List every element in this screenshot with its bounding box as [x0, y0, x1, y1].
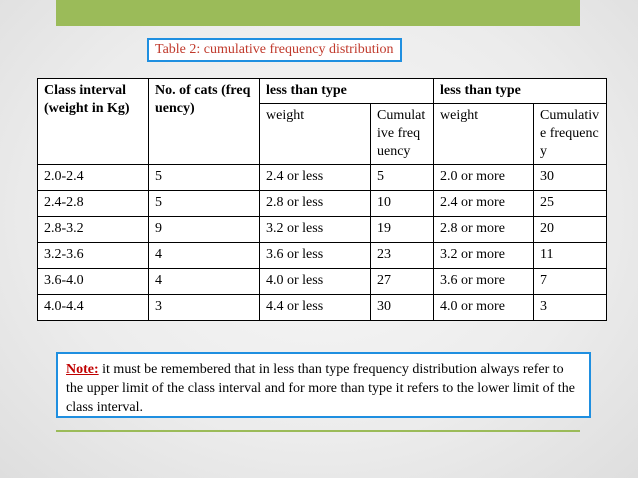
- cell-more-weight: 4.0 or more: [434, 295, 534, 321]
- cell-class-interval: 2.8-3.2: [38, 217, 149, 243]
- cell-less-cumulative: 23: [371, 243, 434, 269]
- header-row: [38, 79, 607, 104]
- cell-more-cumulative: 20: [534, 217, 607, 243]
- header-more-than-type: less than type: [434, 79, 607, 104]
- table-row: [38, 217, 607, 243]
- cell-class-interval: 2.4-2.8: [38, 191, 149, 217]
- subheader-less-weight: weight: [260, 104, 371, 165]
- cell-less-weight: 2.4 or less: [260, 165, 371, 191]
- cell-frequency: 5: [149, 165, 260, 191]
- cell-less-weight: 3.6 or less: [260, 243, 371, 269]
- table-row: [38, 295, 607, 321]
- cell-less-weight: 4.4 or less: [260, 295, 371, 321]
- cell-more-cumulative: 25: [534, 191, 607, 217]
- cell-frequency: 4: [149, 243, 260, 269]
- cell-more-cumulative: 3: [534, 295, 607, 321]
- top-accent-bar: [56, 0, 580, 26]
- subheader-less-cumulative: Cumulative frequency: [371, 104, 434, 165]
- note-box: [56, 352, 591, 418]
- bottom-accent-line: [56, 430, 580, 432]
- cell-more-weight: 2.4 or more: [434, 191, 534, 217]
- cell-more-weight: 2.0 or more: [434, 165, 534, 191]
- cell-less-weight: 3.2 or less: [260, 217, 371, 243]
- note-text: it must be remembered that in less than type frequency distribution always refer to the upper limit of the class interval and for more than type it refers to the lower limit of the class interval.: [66, 362, 575, 415]
- cell-frequency: 3: [149, 295, 260, 321]
- cell-less-cumulative: 30: [371, 295, 434, 321]
- cell-less-weight: 2.8 or less: [260, 191, 371, 217]
- cell-more-weight: 3.6 or more: [434, 269, 534, 295]
- cell-class-interval: 3.6-4.0: [38, 269, 149, 295]
- table-row: [38, 243, 607, 269]
- table-caption: [147, 38, 402, 62]
- cell-more-cumulative: 11: [534, 243, 607, 269]
- cell-more-weight: 3.2 or more: [434, 243, 534, 269]
- cell-less-cumulative: 10: [371, 191, 434, 217]
- cell-frequency: 4: [149, 269, 260, 295]
- header-no-of-cats: No. of cats (frequency): [149, 79, 260, 165]
- cell-less-weight: 4.0 or less: [260, 269, 371, 295]
- table-caption-text: Table 2: cumulative frequency distribution: [155, 42, 394, 57]
- cell-class-interval: 2.0-2.4: [38, 165, 149, 191]
- cell-more-cumulative: 7: [534, 269, 607, 295]
- header-less-than-type: less than type: [260, 79, 434, 104]
- cell-more-cumulative: 30: [534, 165, 607, 191]
- cumulative-frequency-table: [37, 78, 607, 321]
- note-label: Note:: [66, 362, 99, 377]
- table-row: [38, 165, 607, 191]
- subheader-more-weight: weight: [434, 104, 534, 165]
- cell-frequency: 5: [149, 191, 260, 217]
- cell-class-interval: 3.2-3.6: [38, 243, 149, 269]
- cell-more-weight: 2.8 or more: [434, 217, 534, 243]
- header-class-interval: Class interval (weight in Kg): [38, 79, 149, 165]
- table-row: [38, 269, 607, 295]
- cell-less-cumulative: 27: [371, 269, 434, 295]
- table-row: [38, 191, 607, 217]
- cell-class-interval: 4.0-4.4: [38, 295, 149, 321]
- cell-less-cumulative: 19: [371, 217, 434, 243]
- cell-less-cumulative: 5: [371, 165, 434, 191]
- subheader-more-cumulative: Cumulative frequency: [534, 104, 607, 165]
- cell-frequency: 9: [149, 217, 260, 243]
